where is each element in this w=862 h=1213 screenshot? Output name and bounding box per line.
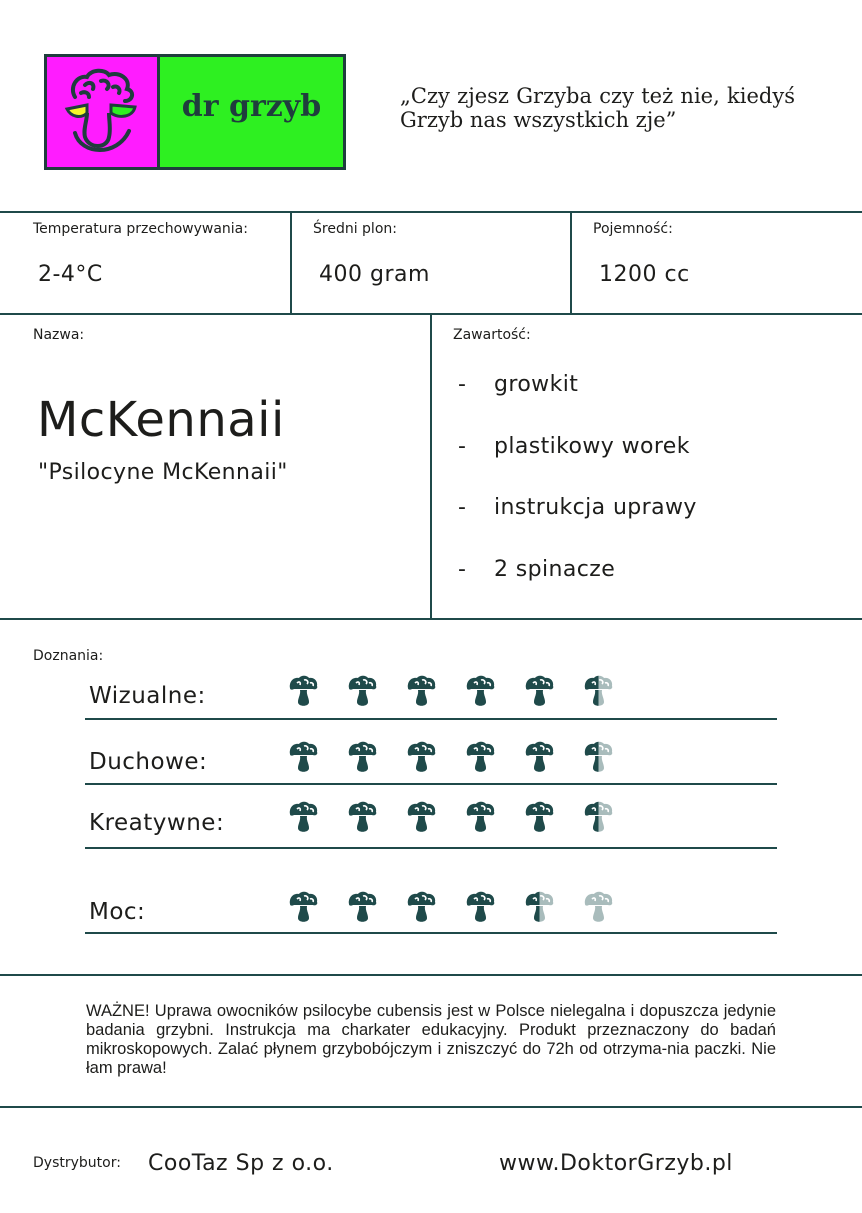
- mushroom-rating-icon: [406, 674, 437, 708]
- temp-label: Temperatura przechowywania:: [33, 221, 248, 237]
- contents-item: - growkit: [458, 372, 579, 397]
- row-rule: [85, 847, 777, 849]
- brand-panel: [160, 57, 343, 167]
- divider: [430, 313, 432, 619]
- row-rule: [85, 783, 777, 785]
- mushroom-rating-icon: [583, 890, 614, 924]
- mushroom-rating-icon: [347, 890, 378, 924]
- contents-item: - plastikowy worek: [458, 434, 690, 459]
- mushroom-rating-icon: [406, 890, 437, 924]
- rating-label-creative: Kreatywne:: [89, 810, 225, 836]
- experience-label: Doznania:: [33, 648, 104, 664]
- divider: [0, 974, 862, 976]
- mushroom-rating-icon: [524, 890, 555, 924]
- divider: [0, 1106, 862, 1108]
- mascot-panel: [47, 57, 160, 167]
- mushroom-rating-icon: [288, 800, 319, 834]
- mushroom-rating-icon: [524, 800, 555, 834]
- name-label: Nazwa:: [33, 327, 85, 343]
- mushroom-rating-icon: [465, 890, 496, 924]
- rating-visual: [288, 674, 614, 708]
- contents-item: - 2 spinacze: [458, 557, 616, 582]
- contents-label: Zawartość:: [453, 327, 531, 343]
- rating-label-spiritual: Duchowe:: [89, 749, 208, 775]
- mushroom-rating-icon: [406, 800, 437, 834]
- mushroom-rating-icon: [524, 674, 555, 708]
- mushroom-rating-icon: [465, 800, 496, 834]
- temp-value: 2-4°C: [38, 262, 103, 287]
- rating-creative: [288, 800, 614, 834]
- row-rule: [85, 718, 777, 720]
- rating-label-power: Moc:: [89, 899, 146, 925]
- mushroom-rating-icon: [347, 740, 378, 774]
- mushroom-rating-icon: [347, 674, 378, 708]
- mushroom-rating-icon: [583, 674, 614, 708]
- distributor-name: CooTaz Sp z o.o.: [148, 1151, 334, 1176]
- rating-power: [288, 890, 614, 924]
- contents-item: - instrukcja uprawy: [458, 495, 697, 520]
- mushroom-face-icon: [47, 57, 157, 167]
- brand-name: dr grzyb: [181, 89, 322, 124]
- brand-logo: [44, 54, 346, 170]
- mushroom-rating-icon: [406, 740, 437, 774]
- rating-spiritual: [288, 740, 614, 774]
- divider: [570, 211, 572, 314]
- mushroom-rating-icon: [524, 740, 555, 774]
- yield-label: Średni plon:: [313, 221, 397, 237]
- legal-warning: WAŻNE! Uprawa owocników psilocybe cubensis jest w Polsce nielegalna i dopuszcza jedynie badania grzybni. Instrukcja ma charkater edukacyjny. Produkt przeznaczony do badań mikroskopowych. Zalać płynem grzybobójczym i zniszczyć do 72h od otrzyma-nia paczki. Nie łam prawa!: [86, 1002, 776, 1077]
- mushroom-rating-icon: [288, 674, 319, 708]
- row-rule: [85, 932, 777, 934]
- divider: [0, 211, 862, 213]
- divider: [0, 618, 862, 620]
- product-name: McKennaii: [37, 392, 285, 448]
- mushroom-rating-icon: [288, 890, 319, 924]
- distributor-label: Dystrybutor:: [33, 1155, 121, 1171]
- header-quote: „Czy zjesz Grzyba czy też nie, kiedyś Grzyb nas wszystkich zje”: [400, 84, 795, 132]
- mushroom-rating-icon: [465, 674, 496, 708]
- mushroom-rating-icon: [583, 800, 614, 834]
- mushroom-rating-icon: [347, 800, 378, 834]
- mushroom-rating-icon: [465, 740, 496, 774]
- mushroom-rating-icon: [288, 740, 319, 774]
- website-link[interactable]: www.DoktorGrzyb.pl: [499, 1151, 733, 1176]
- rating-label-visual: Wizualne:: [89, 683, 206, 709]
- volume-label: Pojemność:: [593, 221, 673, 237]
- product-subname: "Psilocyne McKennaii": [38, 460, 288, 485]
- yield-value: 400 gram: [319, 262, 430, 287]
- divider: [290, 211, 292, 314]
- mushroom-rating-icon: [583, 740, 614, 774]
- volume-value: 1200 cc: [599, 262, 690, 287]
